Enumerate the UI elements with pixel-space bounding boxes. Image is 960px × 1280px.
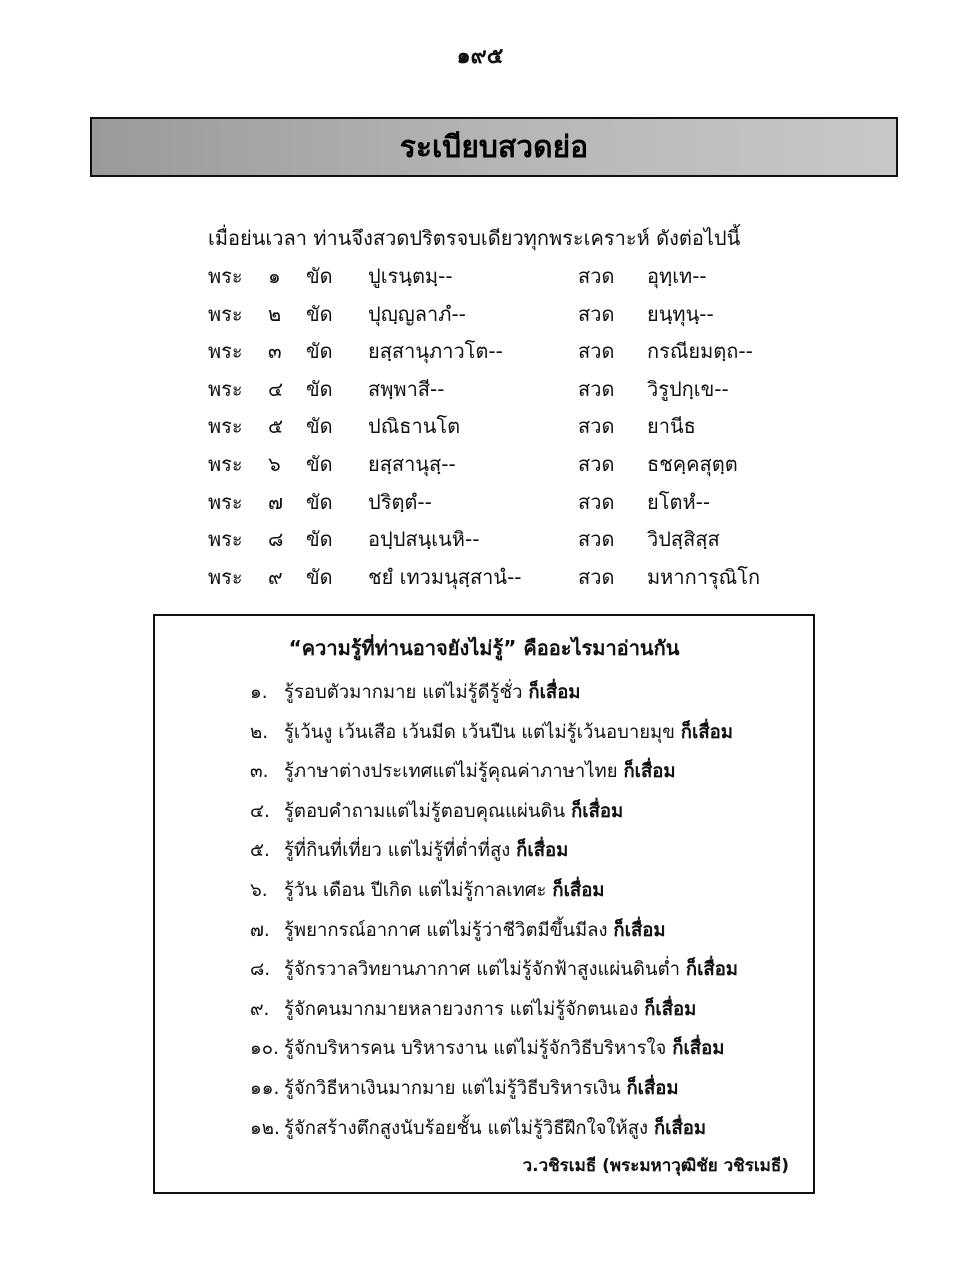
schedule-row: [0, 486, 960, 518]
schedule-phra: พระ: [208, 564, 243, 589]
schedule-khat-item: ยสฺสานุสฺ--: [368, 452, 456, 476]
schedule-khat-item: ชยํ เทวมนุสฺสานํ--: [368, 564, 522, 589]
knowledge-item-emphasis: ก็เสื่อม: [552, 880, 605, 901]
knowledge-item-text: รู้จักคนมากมายหลายวงการ แต่ไม่รู้จักตนเอง: [284, 998, 645, 1020]
knowledge-item-emphasis: ก็เสื่อม: [571, 800, 624, 822]
schedule-row: [0, 561, 960, 593]
knowledge-item-number: ๗.: [250, 919, 270, 941]
schedule-phra: พระ: [208, 452, 243, 476]
schedule-suat-item: วิปสฺสิสฺส: [647, 527, 720, 552]
knowledge-item: [250, 995, 696, 1024]
knowledge-item-emphasis: ก็เสื่อม: [626, 1078, 679, 1099]
knowledge-item-text: รู้จักสร้างตึกสูงนับร้อยชั้น แต่ไม่รู้วิธีฝึกใจให้สูง: [284, 1117, 654, 1139]
knowledge-item: [250, 797, 623, 826]
knowledge-item-number: ๑๑.: [250, 1078, 280, 1099]
knowledge-item-emphasis: ก็เสื่อม: [680, 721, 733, 743]
knowledge-item-number: ๑๐.: [250, 1038, 279, 1060]
schedule-suat: สวด: [578, 339, 615, 364]
knowledge-item-text: รู้จักบริหารคน บริหารงาน แต่ไม่รู้จักวิธีบริหารใจ: [284, 1038, 673, 1060]
schedule-phra: พระ: [208, 264, 243, 288]
knowledge-item: [250, 757, 676, 786]
schedule-phra: พระ: [208, 339, 243, 364]
knowledge-item-text: รู้จักวิธีหาเงินมากมาย แต่ไม่รู้วิธีบริหารเงิน: [284, 1078, 627, 1099]
schedule-number: ๔: [268, 376, 284, 401]
knowledge-item-number: ๙.: [250, 998, 270, 1020]
schedule-row: [0, 260, 960, 292]
schedule-number: ๓: [268, 339, 282, 364]
schedule-suat-item: อุทฺเท--: [647, 264, 707, 288]
schedule-suat-item: มหาการุณิโก: [647, 564, 761, 589]
schedule-row: [0, 410, 960, 442]
knowledge-item-emphasis: ก็เสื่อม: [685, 959, 738, 981]
schedule-number: ๙: [268, 564, 283, 589]
schedule-number: ๑: [268, 264, 281, 288]
schedule-khat-item: ยสฺสานุภาวโต--: [368, 339, 503, 364]
knowledge-item-emphasis: ก็เสื่อม: [653, 1117, 707, 1139]
schedule-khat: ขัด: [306, 452, 333, 476]
schedule-row: [0, 335, 960, 367]
knowledge-item-number: ๖.: [250, 880, 268, 901]
schedule-suat: สวด: [578, 376, 615, 401]
knowledge-item: [250, 1114, 706, 1143]
schedule-suat: สวด: [578, 489, 615, 514]
schedule-khat: ขัด: [306, 527, 333, 552]
schedule-row: [0, 448, 960, 480]
schedule-suat-item: ยานีธ: [647, 414, 696, 439]
knowledge-item-emphasis: ก็เสื่อม: [528, 682, 581, 703]
schedule-row: [0, 523, 960, 555]
knowledge-item: [250, 718, 733, 747]
schedule-phra: พระ: [208, 489, 243, 514]
schedule-khat-item: สพฺพาสี--: [368, 376, 445, 401]
knowledge-item-text: รู้พยากรณ์อากาศ แต่ไม่รู้ว่าชีวิตมีขึ้นมีลง: [284, 919, 614, 941]
schedule-phra: พระ: [208, 376, 243, 401]
schedule-number: ๘: [268, 527, 284, 552]
schedule-khat: ขัด: [306, 489, 333, 514]
knowledge-item-text: รู้ภาษาต่างประเทศแต่ไม่รู้คุณค่าภาษาไทย: [284, 761, 624, 783]
schedule-khat: ขัด: [306, 564, 333, 589]
knowledge-item-text: รู้เว้นงู เว้นเสือ เว้นมีด เว้นปืน แต่ไม่รู้เว้นอบายมุข: [284, 721, 681, 743]
knowledge-item-emphasis: ก็เสื่อม: [672, 1038, 725, 1060]
schedule-suat-item: วิรูปกฺเข--: [647, 376, 729, 401]
knowledge-item: [250, 678, 581, 707]
schedule-number: ๒: [268, 301, 282, 326]
schedule-khat: ขัด: [306, 414, 333, 439]
schedule-khat: ขัด: [306, 301, 333, 326]
schedule-number: ๕: [268, 414, 284, 439]
knowledge-item-number: ๔.: [250, 800, 270, 822]
schedule-khat-item: ปณิธานโต: [368, 414, 461, 439]
knowledge-item-emphasis: ก็เสื่อม: [613, 919, 666, 941]
knowledge-item-number: ๘.: [250, 959, 271, 981]
knowledge-item-text: รู้ที่กินที่เที่ยว แต่ไม่รู้ที่ต่ำที่สูง: [284, 840, 517, 862]
knowledge-item-text: รู้วัน เดือน ปีเกิด แต่ไม่รู้กาลเทศะ: [284, 880, 553, 901]
schedule-suat-item: ยนฺทุนฺ--: [647, 301, 714, 326]
schedule-suat: สวด: [578, 414, 615, 439]
knowledge-item-number: ๑๒.: [250, 1117, 280, 1139]
schedule-suat: สวด: [578, 452, 615, 476]
schedule-suat: สวด: [578, 527, 615, 552]
schedule-khat: ขัด: [306, 264, 333, 288]
schedule-phra: พระ: [208, 527, 243, 552]
knowledge-item-text: รู้รอบตัวมากมาย แต่ไม่รู้ดีรู้ชั่ว: [284, 682, 529, 703]
schedule-suat: สวด: [578, 564, 615, 589]
knowledge-item-number: ๕.: [250, 840, 270, 862]
knowledge-item: [250, 876, 605, 905]
schedule-number: ๖: [268, 452, 281, 476]
knowledge-item: [250, 955, 738, 984]
schedule-number: ๗: [268, 489, 284, 514]
schedule-row: [0, 373, 960, 405]
schedule-khat-item: ปริตฺตํ--: [368, 489, 432, 514]
knowledge-item-emphasis: ก็เสื่อม: [516, 840, 569, 862]
knowledge-item: [250, 1074, 679, 1103]
title-banner: [90, 117, 898, 177]
page-title: ระเบียบสวดย่อ: [399, 129, 589, 165]
schedule-khat-item: ปูเรนฺตมฺ--: [368, 264, 453, 288]
schedule-khat-item: ปุญฺญลาภํ--: [368, 301, 466, 326]
schedule-suat: สวด: [578, 264, 615, 288]
schedule-khat-item: อปฺปสนฺเนหิ--: [368, 527, 480, 552]
knowledge-item-emphasis: ก็เสื่อม: [623, 761, 676, 783]
schedule-khat: ขัด: [306, 339, 333, 364]
knowledge-item-number: ๑.: [250, 682, 268, 703]
knowledge-item: [250, 836, 568, 865]
knowledge-item-number: ๒.: [250, 721, 269, 743]
signature: ว.วชิรเมธี (พระมหาวุฒิชัย วชิรเมธี): [522, 1156, 789, 1176]
knowledge-item: [250, 1034, 724, 1063]
schedule-suat-item: ธชคฺคสุตฺต: [647, 452, 738, 476]
schedule-row: [0, 298, 960, 330]
knowledge-item-text: รู้จักรวาลวิทยานภากาศ แต่ไม่รู้จักฟ้าสูงแผ่นดินต่ำ: [284, 959, 686, 981]
box-title: “ความรู้ที่ท่านอาจยังไม่รู้” คืออะไรมาอ่านกัน: [288, 636, 680, 660]
schedule-phra: พระ: [208, 414, 243, 439]
schedule-suat: สวด: [578, 301, 615, 326]
knowledge-item: [250, 916, 666, 945]
knowledge-item-emphasis: ก็เสื่อม: [644, 998, 697, 1020]
knowledge-item-number: ๓.: [250, 761, 269, 783]
schedule-phra: พระ: [208, 301, 243, 326]
knowledge-item-text: รู้ตอบคำถามแต่ไม่รู้ตอบคุณแผ่นดิน: [284, 800, 572, 822]
schedule-khat: ขัด: [306, 376, 333, 401]
intro-text: เมื่อย่นเวลา ท่านจึงสวดปริตรจบเดียวทุกพระเคราะห์ ดังต่อไปนี้: [208, 226, 741, 250]
schedule-suat-item: ยโตหํ--: [647, 489, 711, 514]
schedule-suat-item: กรณียมตฺถ--: [647, 339, 753, 364]
knowledge-box: [153, 614, 815, 1194]
page-number: ๑๙๕: [456, 44, 504, 69]
